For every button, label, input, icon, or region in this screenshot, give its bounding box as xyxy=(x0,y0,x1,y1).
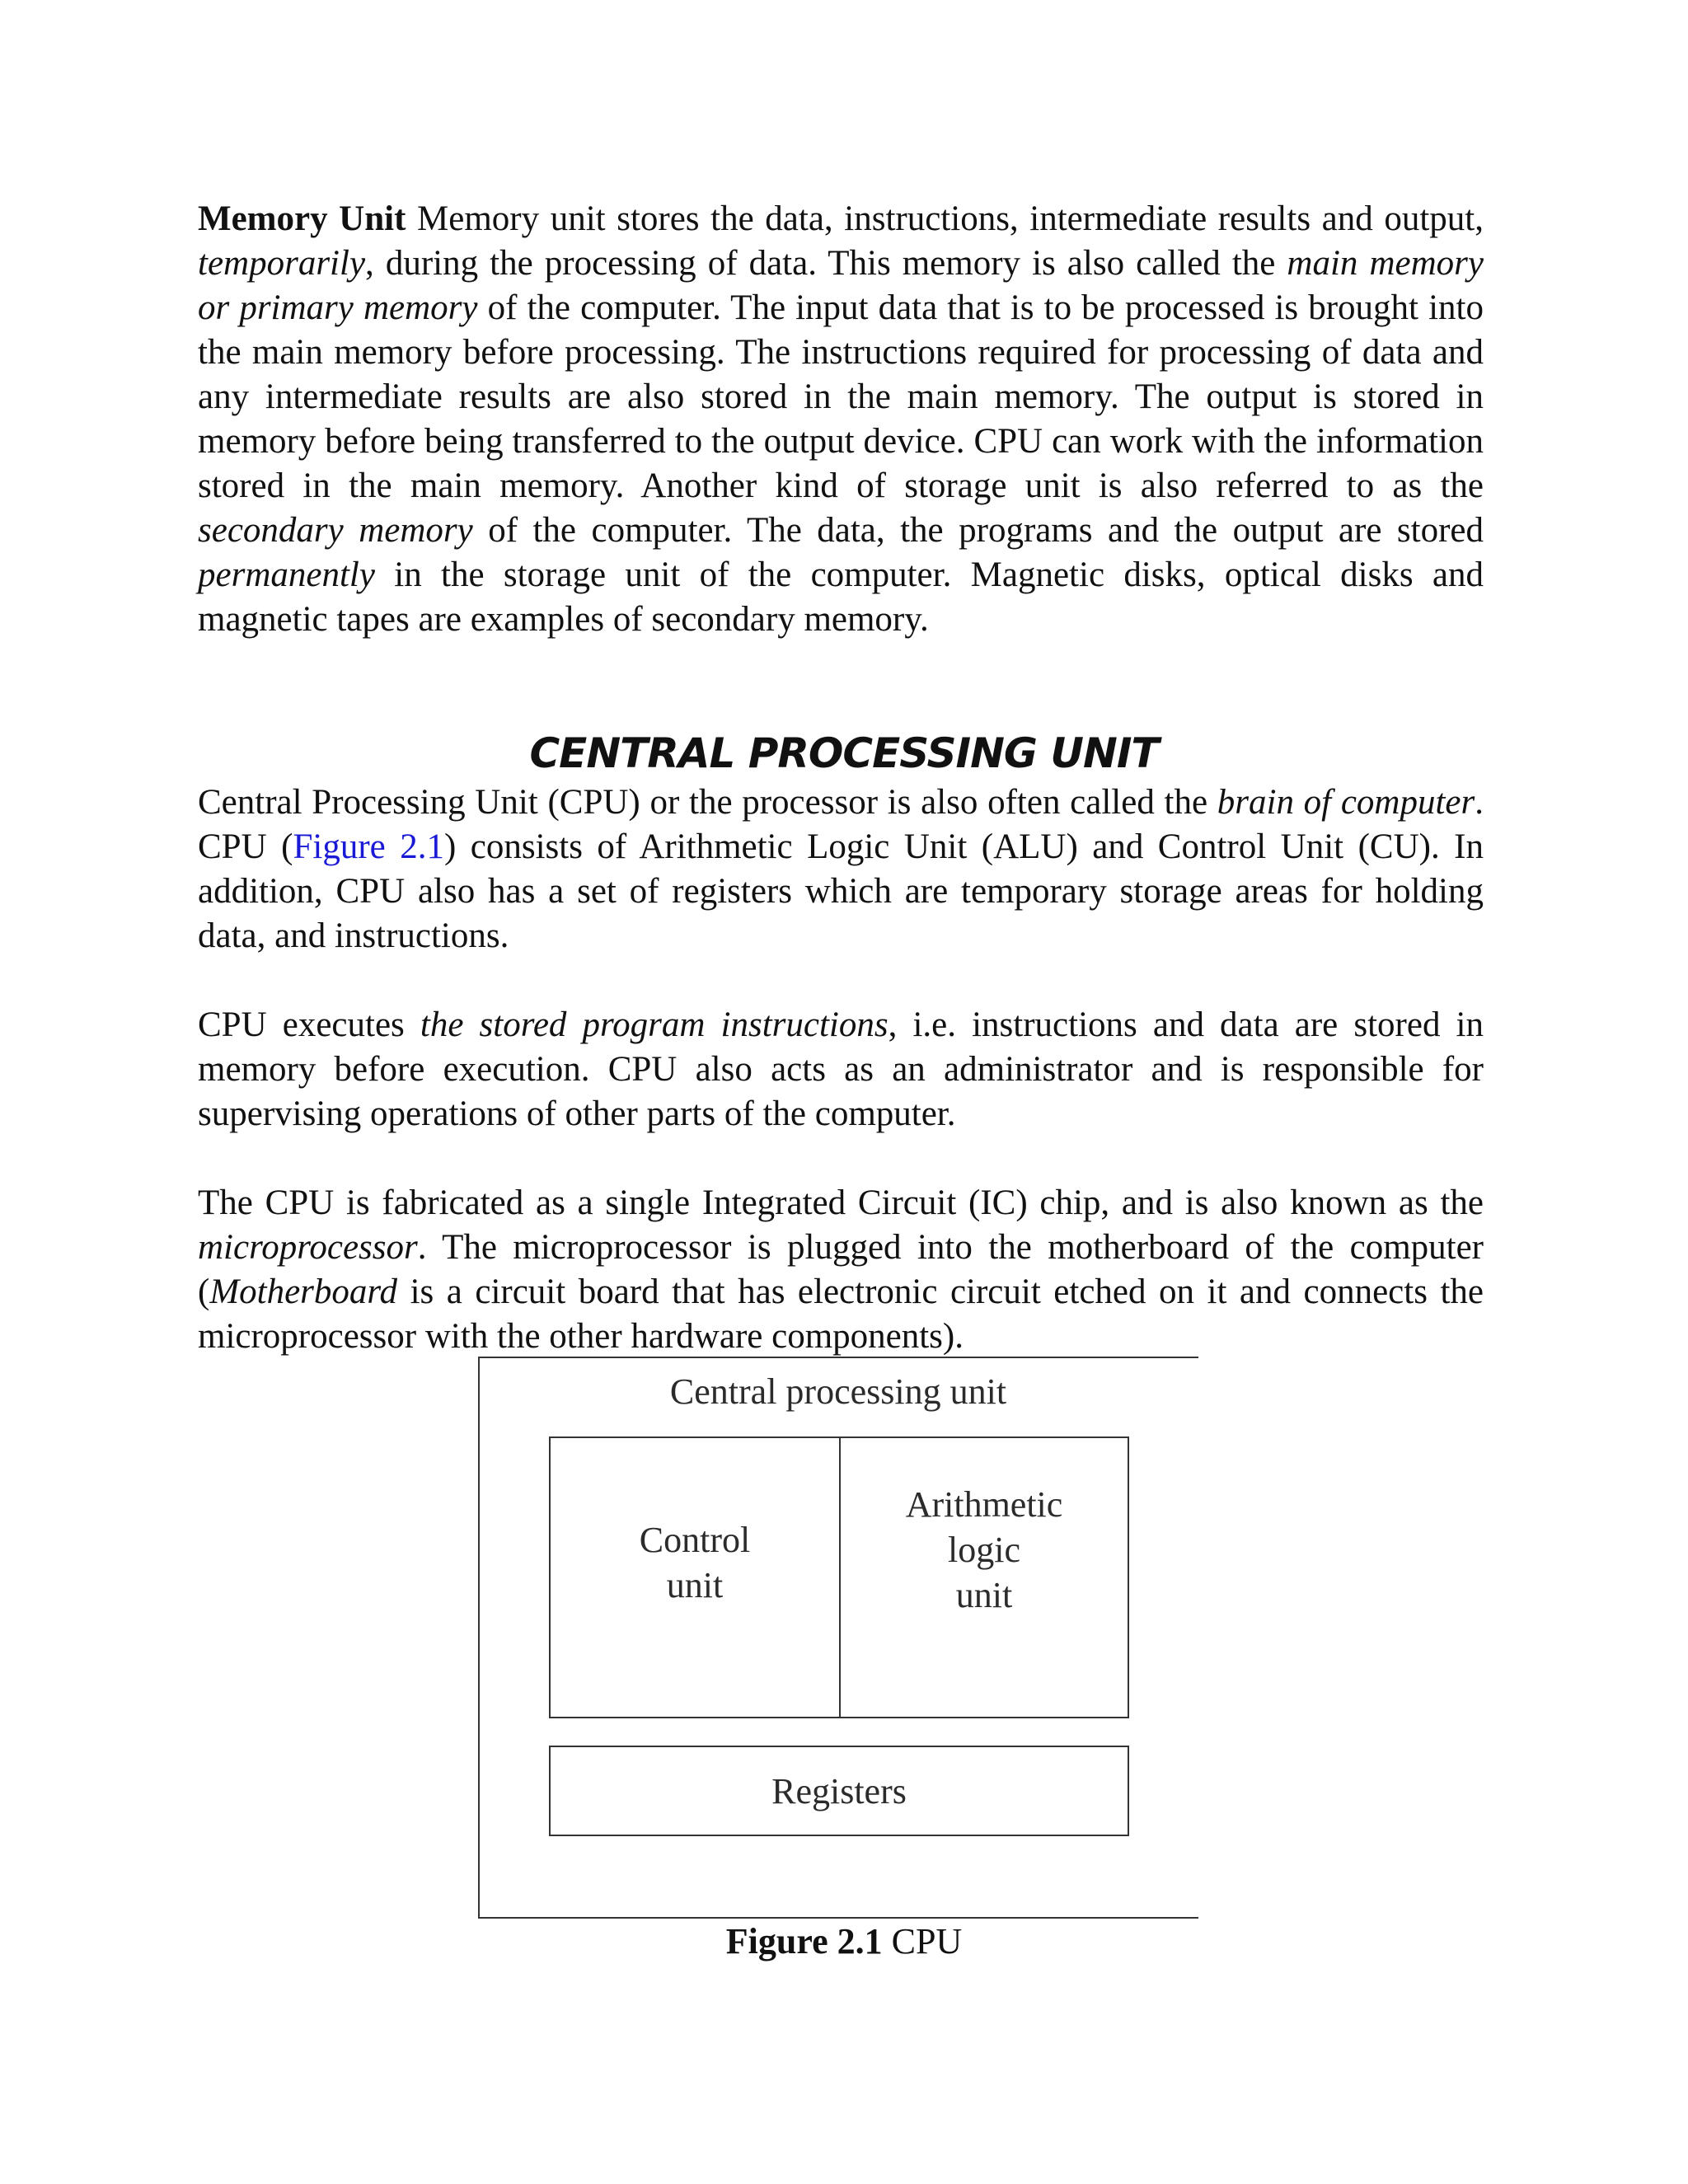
registers-label: Registers xyxy=(771,1770,907,1811)
memory-unit-paragraph: Memory Unit Memory unit stores the data, instructions, intermediate results and output, temporarily, during the processing of data. This memory is also called the main memory or primary memory of the computer. The input data that is to be processed is brought into the main memory before processing. The instructions required for processing of data and any intermediate results are also stored in the main memory. The output is stored in memory before being transferred to the output device. CPU can work with the information stored in the main memory. Another kind of storage unit is also referred to as the secondary memory of the computer. The data, the programs and the output are stored permanently in the storage unit of the computer. Magnetic disks, optical disks and magnetic tapes are examples of secondary memory. xyxy=(198,199,1484,639)
figure-title: Central processing unit xyxy=(669,1371,1007,1412)
figure-caption xyxy=(0,1919,1688,1965)
figure-top-border xyxy=(478,1357,1198,1358)
figure-caption-label: Figure 2.1 xyxy=(725,1921,883,1961)
alu-label: Arithmetic logic unit xyxy=(905,1483,1063,1615)
section-heading: CENTRAL PROCESSING UNIT xyxy=(529,729,1159,777)
cpu-execution-paragraph: CPU executes the stored program instructions, i.e. instructions and data are stored in memory before execution. CPU also acts as an administrator and is responsible for supervising operations of other parts of the computer. xyxy=(198,1005,1484,1133)
figure-2-1-link[interactable]: Figure 2.1 xyxy=(293,827,444,866)
cpu-chip-paragraph: The CPU is fabricated as a single Integrated Circuit (IC) chip, and is also known as the microprocessor. The microprocessor is plugged into the motherboard of the computer (Motherboard is a circuit board that has electronic circuit etched on it and connects the microprocessor with the other hardware components). xyxy=(198,1183,1484,1356)
control-unit-box xyxy=(549,1436,841,1718)
cpu-intro-paragraph: Central Processing Unit (CPU) or the processor is also often called the brain of computer. CPU (Figure 2.1) consists of Arithmetic Logic Unit (ALU) and Control Unit (CU). In addition, CPU also has a set of registers which are temporary storage areas for holding data, and instructions. xyxy=(198,783,1484,955)
memory-unit-term: Memory Unit xyxy=(198,199,406,238)
control-unit-label: Control unit xyxy=(639,1520,751,1605)
figure-caption-text: CPU xyxy=(882,1921,963,1961)
registers-box xyxy=(549,1746,1129,1836)
figure-left-border xyxy=(478,1358,480,1919)
alu-box xyxy=(839,1436,1129,1718)
